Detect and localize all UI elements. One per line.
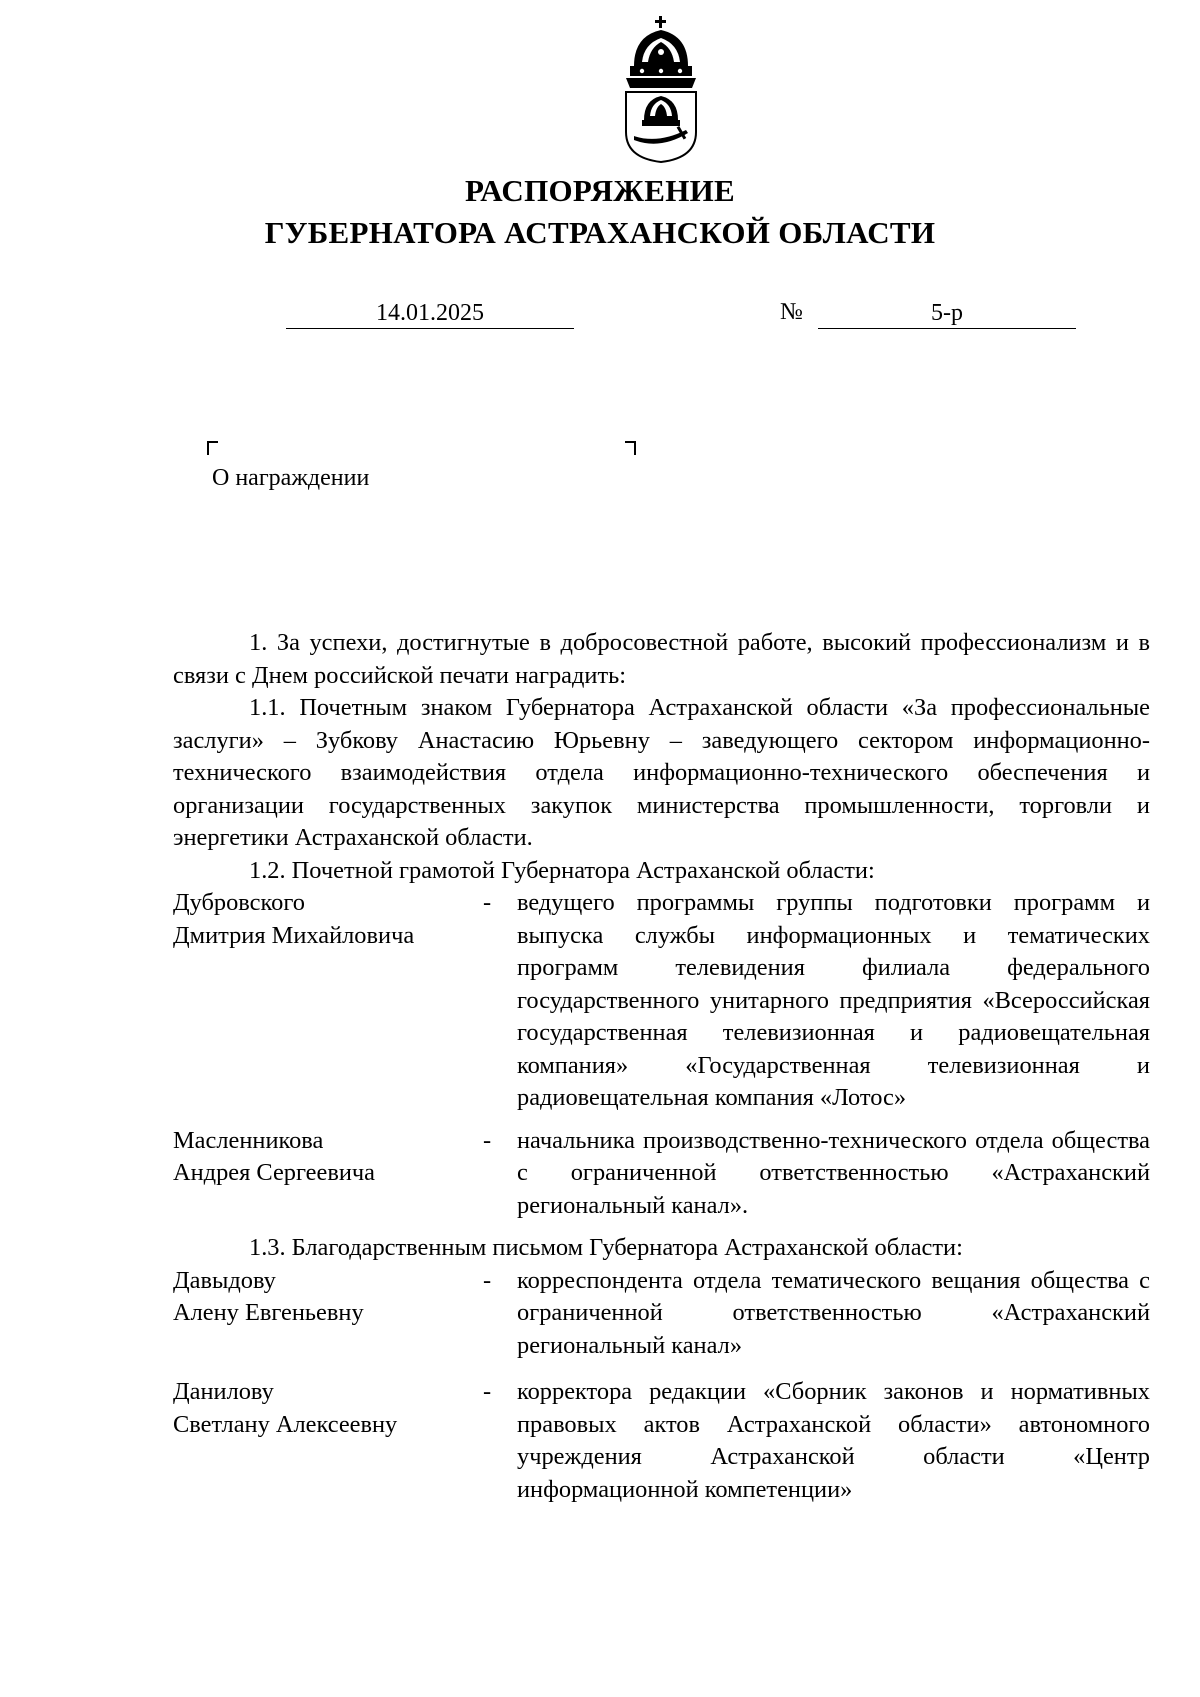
number-sign: № (780, 299, 803, 325)
awardee-given-names: Дмитрия Михайловича (173, 921, 415, 949)
awardee-surname: Дубровского (173, 889, 305, 916)
awardee-surname: Давыдову (173, 1266, 276, 1294)
document-subject: О награждении (212, 465, 370, 491)
awardee-name (173, 887, 483, 1115)
document-body (173, 627, 1150, 1506)
dash-separator: - (483, 1126, 492, 1154)
document-issuer: ГУБЕРНАТОРА АСТРАХАНСКОЙ ОБЛАСТИ (264, 215, 936, 250)
awardee-given-names: Андрея Сергеевича (173, 1159, 375, 1186)
subject-corner-left (207, 441, 218, 455)
document-title: РАСПОРЯЖЕНИЕ (464, 173, 736, 208)
paragraph-1-2-heading: 1.2. Почетной грамотой Губернатора Астраханской области: (249, 856, 875, 884)
awardee-position: начальника производственно-технического отдела общества с ограниченной ответственностью «Астраханский региональный канал». (517, 1126, 1150, 1219)
awardee-given-names: Светлану Алексеевну (173, 1410, 398, 1438)
paragraph-intro: 1. За успехи, достигнутые в добросовестной работе, высокий профессионализм и в связи с Днем российской печати наградить: (173, 629, 1150, 689)
dash-separator: - (483, 1378, 492, 1405)
awardee-surname: Масленникова (173, 1126, 324, 1154)
award-row (173, 887, 1150, 1115)
coat-of-arms-icon (622, 14, 700, 164)
paragraph-1-3-heading: 1.3. Благодарственным письмом Губернатора Астраханской области: (249, 1234, 963, 1261)
awardee-name (173, 1376, 483, 1506)
awardee-position: ведущего программы группы подготовки программ и выпуска службы информационных и тематических программ телевидения филиала федерального государственного унитарного предприятия «Всероссийская государственная телевизионная и радиовещательная компания» «Государственная телевизионная и радиовещательная компания «Лотос» (517, 889, 1150, 1111)
document-number: 5-р (818, 298, 1076, 329)
awardee-given-names: Алену Евгеньевну (173, 1299, 364, 1326)
paragraph-1-1: 1.1. Почетным знаком Губернатора Астраханской области «За профессиональные заслуги» – Зубкову Анастасию Юрьевну – заведующего сектором информационно-технического взаимодействия отдела информационно-технического обеспечения и организации государственных закупок министерства промышленности, торговли и энергетики Астраханской области. (173, 694, 1150, 851)
awardee-name (173, 1125, 483, 1223)
awardee-position: корреспондента отдела тематического вещания общества с ограниченной ответственностью «Астраханский региональный канал» (517, 1266, 1150, 1359)
subject-corner-right (625, 441, 636, 455)
awardee-surname: Данилову (173, 1378, 274, 1405)
document-date: 14.01.2025 (286, 298, 574, 329)
award-row (173, 1125, 1150, 1223)
awardee-name (173, 1265, 483, 1363)
dash-separator: - (483, 889, 492, 916)
award-row (173, 1265, 1150, 1363)
dash-separator: - (483, 1266, 492, 1294)
award-row (173, 1376, 1150, 1506)
awardee-position: корректора редакции «Сборник законов и нормативных правовых актов Астраханской области» автономного учреждения Астраханской области «Центр информационной компетенции» (517, 1378, 1150, 1503)
